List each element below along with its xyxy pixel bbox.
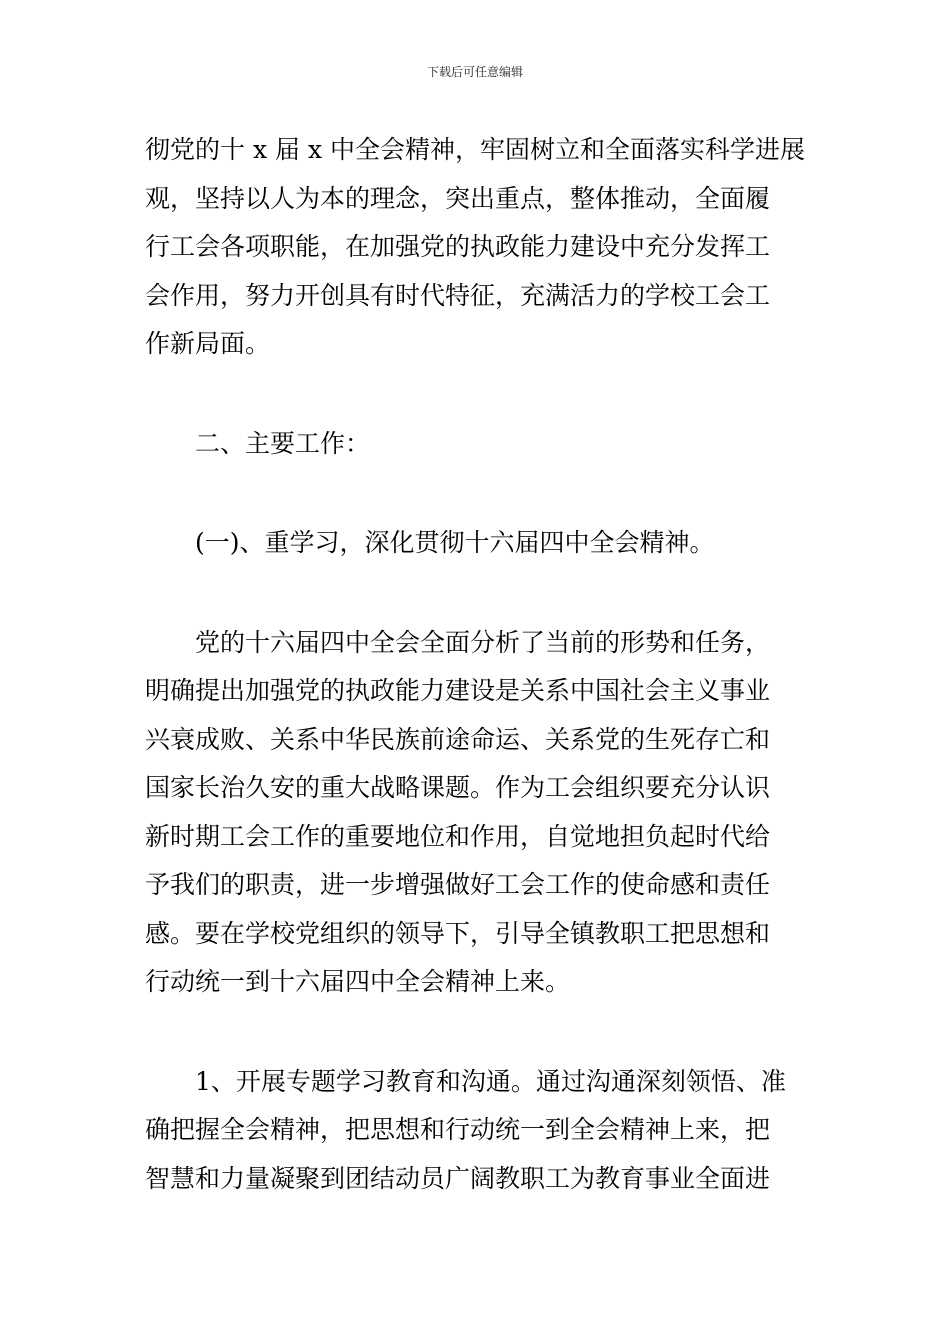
text-line: 行动统一到十六届四中全会精神上来。	[145, 967, 571, 996]
text-line: 彻党的十 x 届 x 中全会精神，牢固树立和全面落实科学进展	[145, 135, 805, 164]
paragraph-plenary-analysis	[145, 619, 810, 1007]
page-header: 下载后可任意编辑	[426, 65, 523, 79]
text-line: (一)、重学习，深化贯彻十六届四中全会精神。	[145, 528, 715, 557]
text-line: 予我们的职责，进一步增强做好工会工作的使命感和责任	[145, 870, 771, 899]
text-line: 智慧和力量凝聚到团结动员广阔教职工为教育事业全面进	[145, 1163, 771, 1193]
text-line: 明确提出加强党的执政能力建设是关系中国社会主义事业	[145, 676, 771, 705]
text-line: 行工会各项职能，在加强党的执政能力建设中充分发挥工	[145, 232, 771, 261]
document-body	[145, 126, 810, 1203]
text-line: 新时期工会工作的重要地位和作用，自觉地担负起时代给	[145, 821, 771, 851]
text-line: 1、开展专题学习教育和沟通。通过沟通深刻领悟、准	[145, 1066, 786, 1096]
text-line: 党的十六届四中全会全面分析了当前的形势和任务，	[145, 627, 771, 657]
text-line: 感。要在学校党组织的领导下，引导全镇教职工把思想和	[145, 918, 771, 948]
text-line: 会作用，努力开创具有时代特征，充满活力的学校工会工	[145, 280, 771, 310]
subsection-heading-study	[145, 519, 810, 568]
paragraph-guiding-ideology	[145, 126, 810, 369]
text-line: 观，坚持以人为本的理念，突出重点，整体推动，全面履	[145, 183, 771, 213]
text-line: 国家长治久安的重大战略课题。作为工会组织要充分认识	[145, 773, 771, 802]
section-heading-main-work	[145, 420, 810, 469]
text-line: 兴衰成败、关系中华民族前途命运、关系党的生死存亡和	[145, 724, 771, 754]
text-line: 作新局面。	[145, 329, 271, 358]
text-line: 确把握全会精神，把思想和行动统一到全会精神上来，把	[145, 1115, 771, 1144]
text-line: 二、主要工作：	[145, 428, 371, 458]
paragraph-item-1	[145, 1058, 810, 1204]
